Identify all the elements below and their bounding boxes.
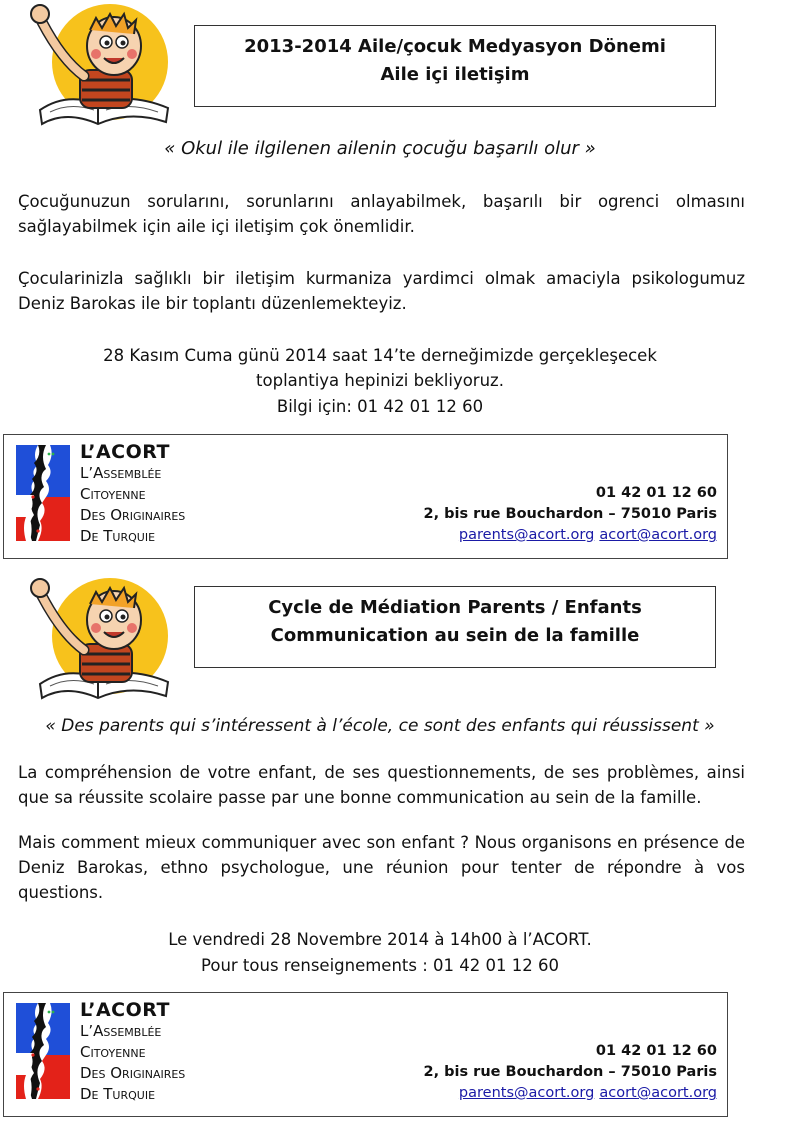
french-event-line1: Le vendredi 28 Novembre 2014 à 14h00 à l’ACORT. (168, 930, 592, 949)
acort-footer (3, 992, 728, 1117)
email-link-acort[interactable]: acort@acort.org (599, 527, 717, 543)
org-line: Citoyenne (80, 1043, 146, 1061)
acort-organization (80, 999, 185, 1105)
contact-info (424, 483, 718, 546)
phone-number: 01 42 01 12 60 (595, 1043, 717, 1059)
waving-child-mascot-icon (26, 0, 176, 130)
turkish-event-line3: Bilgi için: 01 42 01 12 60 (276, 397, 484, 416)
org-line: De Turquie (80, 527, 156, 545)
acort-footer (3, 434, 728, 559)
acort-logo-icon (16, 445, 70, 541)
org-line: L’Assemblée (80, 464, 162, 482)
turkish-quote: « Okul ile ilgilenen ailenin çocuğu başarılı olur » (164, 138, 596, 159)
french-title-box (194, 586, 716, 668)
turkish-title-box (194, 25, 716, 107)
email-links (424, 525, 718, 546)
turkish-paragraph-1: Çocuğunuzun sorularını, sorunlarını anlayabilmek, başarılı bir ogrenci olmasını sağlayabilmek için aile içi iletişim çok önemlidir. (18, 192, 745, 236)
turkish-event-line2: toplantiya hepinizi bekliyoruz. (256, 371, 504, 390)
french-paragraph-2: Mais comment mieux communiquer avec son enfant ? Nous organisons en présence de Deniz Barokas, ethno psychologue, une réunion pour tenter de répondre à vos questions. (18, 833, 745, 902)
french-event-line2: Pour tous renseignements : 01 42 01 12 60 (200, 956, 559, 975)
acort-logo-icon (16, 1003, 70, 1099)
contact-info (424, 1041, 718, 1104)
email-link-parents[interactable]: parents@acort.org (458, 527, 595, 543)
org-line: De Turquie (80, 1085, 156, 1103)
org-line: Citoyenne (80, 485, 146, 503)
org-line: L’Assemblée (80, 1022, 162, 1040)
french-quote: « Des parents qui s’intéressent à l’école, ce sont des enfants qui réussissent » (45, 716, 715, 736)
waving-child-mascot-icon (26, 574, 176, 704)
org-name: L’ACORT (80, 999, 170, 1021)
address: 2, bis rue Bouchardon – 75010 Paris (423, 506, 717, 522)
acort-organization (80, 441, 185, 547)
french-paragraph-1: La compréhension de votre enfant, de ses questionnements, de ses problèmes, ainsi que sa réussite scolaire passe par une bonne communication au sein de la famille. (18, 763, 745, 807)
french-title-line1: Cycle de Médiation Parents / Enfants (268, 597, 642, 618)
email-links (424, 1083, 718, 1104)
org-line: Des Originaires (80, 1064, 186, 1082)
turkish-title-line2: Aile içi iletişim (380, 64, 530, 85)
email-link-acort[interactable]: acort@acort.org (599, 1085, 717, 1101)
turkish-event-line1: 28 Kasım Cuma günü 2014 saat 14’te derneğimizde gerçekleşecek (103, 346, 657, 365)
turkish-paragraph-2: Çocularinizla sağlıklı bir iletişim kurmaniza yardimci olmak amaciyla psikologumuz Deniz Barokas ile bir toplantı düzenlemekteyiz. (18, 269, 745, 313)
address: 2, bis rue Bouchardon – 75010 Paris (423, 1064, 717, 1080)
french-title-line2: Communication au sein de la famille (270, 625, 640, 646)
turkish-title-line1: 2013-2014 Aile/çocuk Medyasyon Dönemi (244, 36, 666, 57)
email-link-parents[interactable]: parents@acort.org (458, 1085, 595, 1101)
org-name: L’ACORT (80, 441, 170, 463)
phone-number: 01 42 01 12 60 (595, 485, 717, 501)
org-line: Des Originaires (80, 506, 186, 524)
